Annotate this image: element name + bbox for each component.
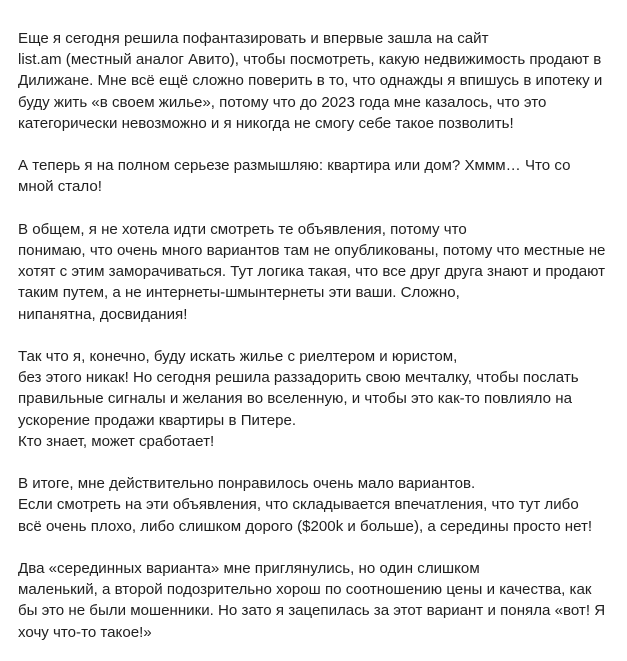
text-line: без этого никак! Но сегодня решила раззадорить свою мечталку, чтобы послать	[18, 369, 579, 387]
text-line: Дилижане. Мне всё ещё сложно поверить в то, что однажды я впишусь в ипотеку и	[18, 72, 603, 90]
text-line: Еще я сегодня решила пофантазировать и впервые зашла на сайт	[18, 30, 489, 47]
text-line: категорически невозможно и я никогда не смогу себе такое позволить!	[18, 114, 514, 132]
text-line: маленький, а второй подозрительно хорош по соотношению цены и качества, как	[18, 581, 592, 599]
text-line: list.am (местный аналог Авито), чтобы посмотреть, какую недвижимость продают в	[18, 51, 602, 69]
text-line: хочу что-то такое!»	[18, 623, 152, 641]
text-line: понимаю, что очень много вариантов там не опубликованы, потому что местные не	[18, 242, 606, 259]
text-line: буду жить «в своем жилье», потому что до 2023 года мне казалось, что это	[18, 93, 547, 111]
text-line: всё очень плохо, либо слишком дорого ($200k и больше), а середины просто нет!	[18, 517, 593, 535]
text-line: А теперь я на полном серьезе размышляю: квартира или дом? Хммм… Что со	[18, 157, 571, 175]
paragraph-2	[18, 155, 619, 197]
text-line: Кто знает, может сработает!	[18, 432, 215, 450]
text-line: мной стало!	[18, 178, 102, 196]
paragraph-4	[18, 346, 619, 452]
text-line: бы это не были мошенники. Но зато я зацепилась за этот вариант и поняла «вот! Я	[18, 602, 606, 620]
paragraph-1	[18, 28, 619, 134]
text-line: нипанятна, досвидания!	[18, 305, 188, 323]
text-line: таким путем, а не интернеты-шмынтернеты эти ваши. Сложно,	[18, 284, 460, 302]
paragraph-5	[18, 473, 619, 537]
text-line: хотят с этим заморачиваться. Тут логика такая, что все друг друга знают и продают	[18, 263, 606, 281]
text-line: Два «серединных варианта» мне приглянулись, но один слишком	[18, 560, 480, 577]
text-line: Так что я, конечно, буду искать жилье с риелтером и юристом,	[18, 348, 458, 365]
text-line: правильные сигналы и желания во вселенную, и чтобы это как-то повлияло на	[18, 390, 572, 408]
paragraph-3	[18, 219, 619, 325]
text-line: Если смотреть на эти объявления, что складывается впечатления, что тут либо	[18, 496, 579, 514]
text-line: В итоге, мне действительно понравилось очень мало вариантов.	[18, 475, 476, 493]
text-line: ускорение продажи квартиры в Питере.	[18, 411, 297, 429]
paragraph-6	[18, 558, 619, 643]
text-line: В общем, я не хотела идти смотреть те объявления, потому что	[18, 220, 467, 238]
